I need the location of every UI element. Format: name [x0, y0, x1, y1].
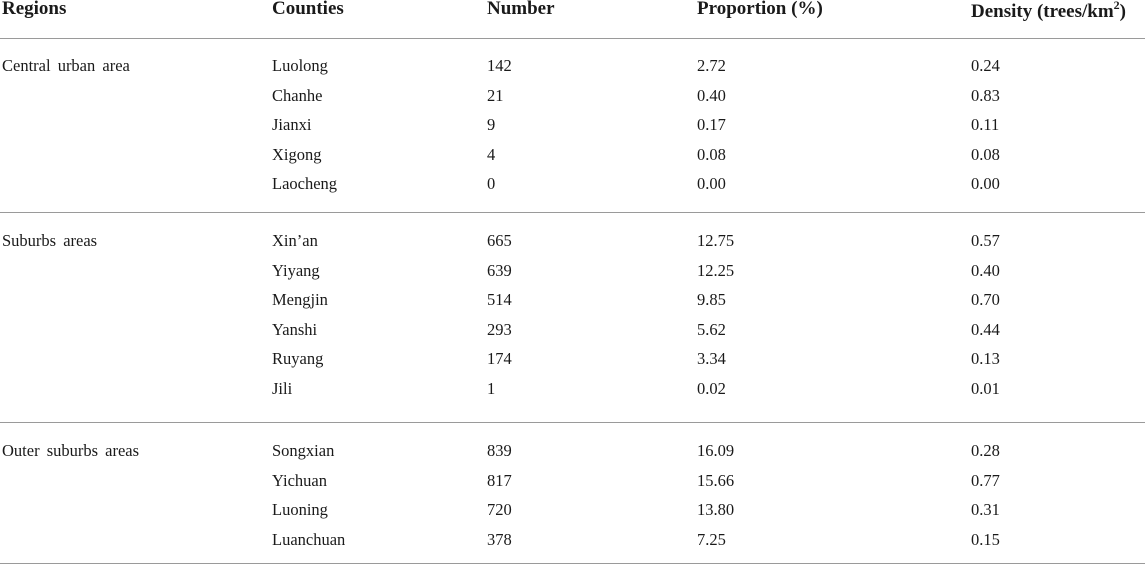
number-cell: 0 — [487, 174, 496, 193]
table-row — [0, 495, 1145, 525]
proportion-cell: 12.75 — [697, 231, 735, 250]
region-name: Suburbs areas — [2, 231, 98, 250]
proportion-cell: 5.62 — [697, 319, 726, 339]
region-group — [0, 39, 1145, 213]
header-density-close: ) — [1119, 1, 1126, 22]
density-cell: 0.77 — [971, 470, 1000, 490]
county-cell: Ruyang — [272, 349, 324, 368]
density-cell: 0.00 — [971, 174, 1000, 193]
region-name: Central urban area — [2, 56, 130, 75]
county-cell: Yichuan — [272, 470, 327, 490]
table-row — [0, 285, 1145, 315]
header-number: Number — [487, 0, 555, 19]
density-cell: 0.08 — [971, 144, 1000, 164]
county-cell: Yanshi — [272, 319, 318, 339]
density-cell: 0.24 — [971, 56, 1000, 75]
density-cell: 0.70 — [971, 290, 1000, 309]
table-row — [0, 344, 1145, 374]
number-cell: 378 — [487, 529, 512, 549]
header-density-sup: 2 — [1113, 0, 1120, 12]
table-row — [0, 140, 1145, 170]
header-proportion: Proportion (%) — [697, 0, 823, 19]
proportion-cell: 13.80 — [697, 500, 735, 519]
number-cell: 21 — [487, 85, 504, 105]
proportion-cell: 0.40 — [697, 85, 726, 105]
density-cell: 0.11 — [971, 115, 1000, 134]
table-row — [0, 81, 1145, 111]
proportion-cell: 7.25 — [697, 529, 726, 549]
county-cell: Xigong — [272, 144, 322, 164]
proportion-cell: 3.34 — [697, 349, 726, 368]
number-cell: 9 — [487, 115, 496, 134]
header-density — [971, 0, 1126, 23]
density-cell: 0.31 — [971, 500, 1000, 519]
table-row — [0, 110, 1145, 140]
county-cell: Jili — [272, 378, 293, 398]
table-row — [0, 51, 1145, 81]
proportion-cell: 15.66 — [697, 470, 735, 490]
region-group — [0, 423, 1145, 564]
number-cell: 174 — [487, 349, 512, 368]
density-cell: 0.15 — [971, 529, 1000, 549]
proportion-cell: 2.72 — [697, 56, 726, 75]
county-cell: Jianxi — [272, 115, 312, 134]
county-cell: Luolong — [272, 56, 328, 75]
table-row — [0, 315, 1145, 345]
density-cell: 0.28 — [971, 441, 1000, 460]
proportion-cell: 0.00 — [697, 174, 726, 193]
table-header — [0, 0, 1145, 39]
number-cell: 4 — [487, 144, 496, 164]
header-counties: Counties — [272, 0, 344, 19]
number-cell: 720 — [487, 500, 512, 519]
number-cell: 839 — [487, 441, 512, 460]
density-cell: 0.44 — [971, 319, 1000, 339]
county-cell: Yiyang — [272, 260, 320, 280]
proportion-cell: 0.02 — [697, 378, 726, 398]
number-cell: 293 — [487, 319, 512, 339]
region-name: Outer suburbs areas — [2, 441, 140, 460]
county-cell: Songxian — [272, 441, 335, 460]
county-cell: Luoning — [272, 500, 328, 519]
table-row — [0, 374, 1145, 404]
proportion-cell: 16.09 — [697, 441, 735, 460]
region-group — [0, 213, 1145, 423]
county-cell: Mengjin — [272, 290, 328, 309]
density-cell: 0.83 — [971, 85, 1000, 105]
proportion-cell: 9.85 — [697, 290, 726, 309]
proportion-cell: 0.08 — [697, 144, 726, 164]
density-cell: 0.40 — [971, 260, 1000, 280]
proportion-cell: 0.17 — [697, 115, 726, 134]
county-cell: Xin’an — [272, 231, 318, 250]
table-row — [0, 466, 1145, 496]
table-row — [0, 169, 1145, 199]
number-cell: 817 — [487, 470, 512, 490]
number-cell: 142 — [487, 56, 512, 75]
density-cell: 0.57 — [971, 231, 1000, 250]
county-cell: Luanchuan — [272, 529, 346, 549]
header-regions: Regions — [2, 0, 67, 19]
density-cell: 0.13 — [971, 349, 1000, 368]
number-cell: 1 — [487, 378, 496, 398]
county-cell: Laocheng — [272, 174, 338, 193]
table-row — [0, 256, 1145, 286]
table-row — [0, 525, 1145, 555]
number-cell: 639 — [487, 260, 512, 280]
header-density-text: Density (trees/km — [971, 1, 1114, 22]
county-cell: Chanhe — [272, 85, 323, 105]
density-cell: 0.01 — [971, 378, 1000, 398]
table-row — [0, 226, 1145, 256]
number-cell: 514 — [487, 290, 512, 309]
number-cell: 665 — [487, 231, 512, 250]
table-row — [0, 436, 1145, 466]
proportion-cell: 12.25 — [697, 260, 735, 280]
